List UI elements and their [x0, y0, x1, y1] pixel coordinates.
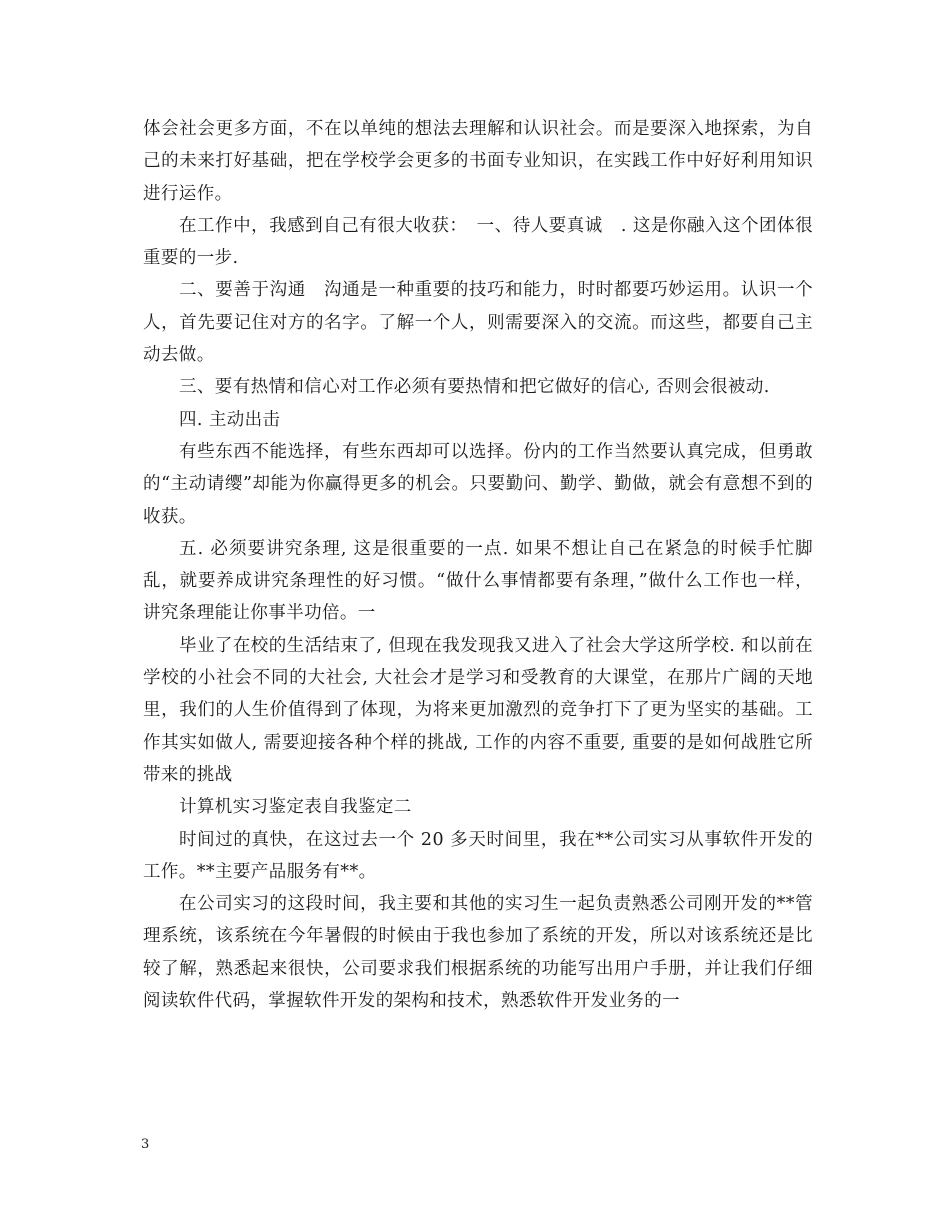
paragraph-2: 在工作中，我感到自己有很大收获： 一、待人要真诚 . 这是你融入这个团体很重要的一步.: [143, 215, 813, 269]
paragraph-4: 三、要有热情和信心对工作必须有要热情和把它做好的信心, 否则会很被动.: [179, 377, 770, 398]
page-number: 3: [141, 1137, 150, 1152]
paragraph-3: 二、要善于沟通 沟通是一种重要的技巧和能力，时时都要巧妙运用。认识一个人，首先要记住对方的名字。了解一个人，则需要深入的交流。而这些，都要自己主动去做。: [143, 280, 813, 366]
paragraph-8: 毕业了在校的生活结束了, 但现在我发现我又进入了社会大学这所学校. 和以前在学校的小社会不同的大社会, 大社会才是学习和受教育的大课堂，在那片广阔的天地里，我们的人生价值得到了体现，为将来更加激烈的竞争打下了更为坚实的基础。工作其实如做人, 需要迎接各种个样的挑战, 工作的内容不重要, 重要的是如何战胜它所带来的挑战: [143, 635, 813, 785]
paragraph-7: 五. 必须要讲究条理, 这是很重要的一点. 如果不想让自己在紧急的时候手忙脚乱，就要养成讲究条理性的好习惯。“做什么事情都要有条理，”做什么工作也一样，讲究条理能让你事半功倍。一: [143, 538, 813, 624]
section-heading: 计算机实习鉴定表自我鉴定二: [179, 797, 412, 818]
document-body: [143, 113, 813, 1017]
paragraph-6: 有些东西不能选择，有些东西却可以选择。份内的工作当然要认真完成，但勇敢的“主动请缨”却能为你赢得更多的机会。只要勤问、勤学、勤做，就会有意想不到的收获。: [143, 441, 813, 527]
paragraph-1: 体会社会更多方面，不在以单纯的想法去理解和认识社会。而是要深入地探索，为自己的未来打好基础，把在学校学会更多的书面专业知识，在实践工作中好好利用知识进行运作。: [143, 119, 813, 204]
paragraph-11: 在公司实习的这段时间，我主要和其他的实习生一起负责熟悉公司刚开发的**管理系统，该系统在今年暑假的时候由于我也参加了系统的开发，所以对该系统还是比较了解，熟悉起来很快，公司要求我们根据系统的功能写出用户手册，并让我们仔细阅读软件代码，掌握软件开发的架构和技术，熟悉软件开发业务的一: [143, 894, 813, 1012]
paragraph-10: 时间过的真快，在这过去一个 20 多天时间里，我在**公司实习从事软件开发的工作。**主要产品服务有**。: [143, 829, 813, 882]
paragraph-5: 四. 主动出击: [179, 409, 281, 430]
